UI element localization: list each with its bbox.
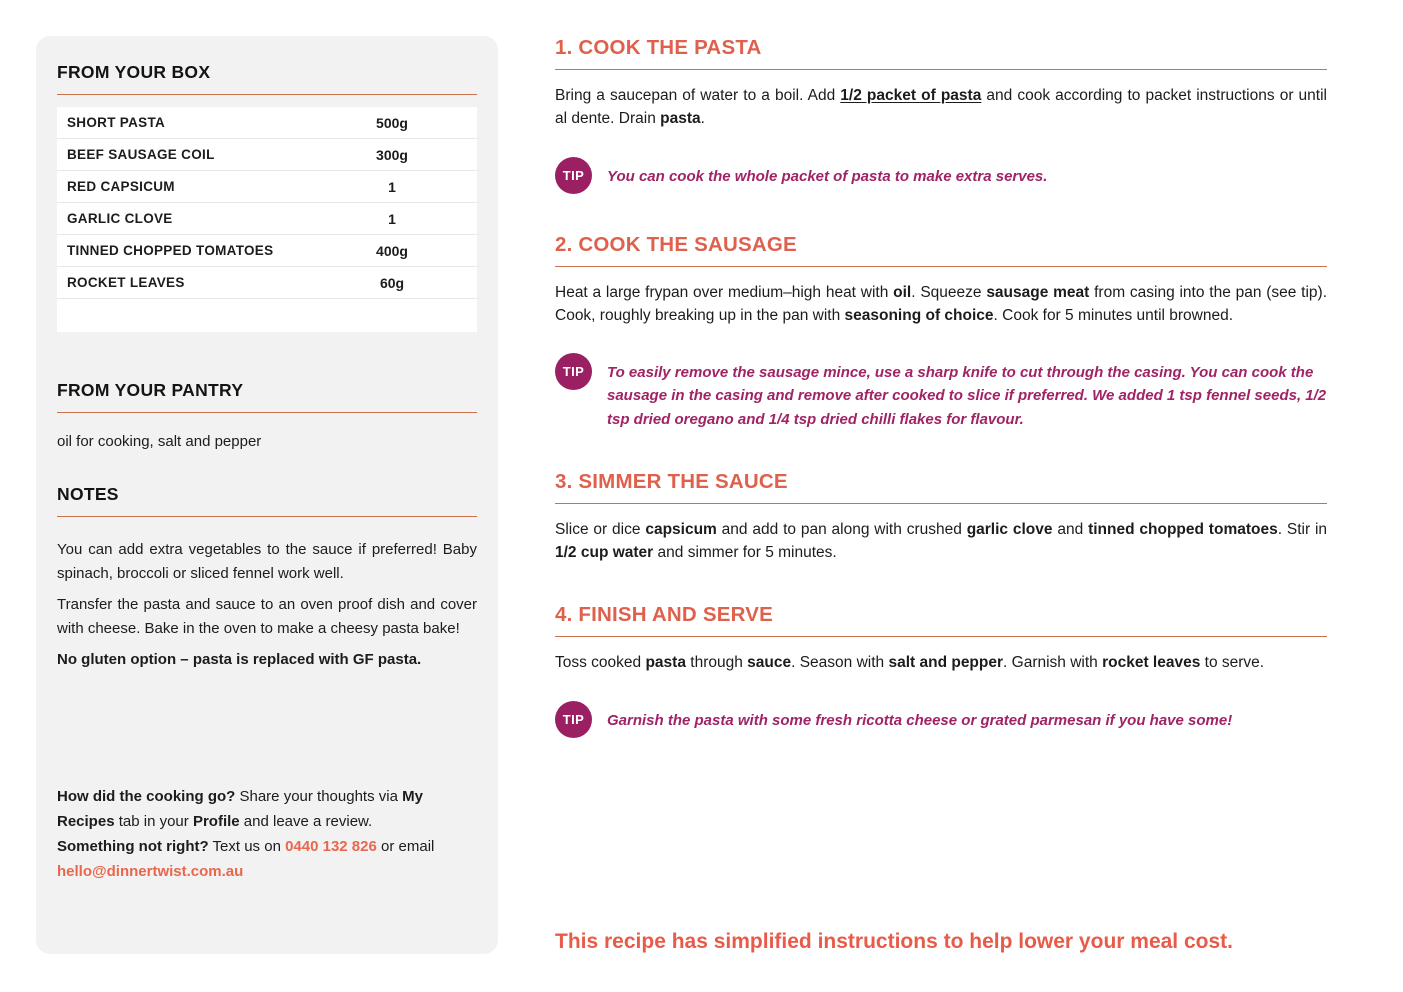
feedback-footer <box>57 784 477 884</box>
ingredient-qty: 500g <box>376 114 408 131</box>
tip-badge-icon: TIP <box>555 701 592 738</box>
step-1-body: Bring a saucepan of water to a boil. Add 1/2 packet of pasta and cook according to packet instructions or until al dente. Drain pasta. <box>555 87 1327 128</box>
notes-title-rule <box>57 516 477 517</box>
ingredient-name: SHORT PASTA <box>67 115 166 130</box>
ingredient-name: GARLIC CLOVE <box>67 211 173 226</box>
step-3-title: 3. SIMMER THE SAUCE <box>555 470 1327 504</box>
step-1-title: 1. COOK THE PASTA <box>555 36 1327 70</box>
step-2-body: Heat a large frypan over medium–high heat with oil. Squeeze sausage meat from casing into the pan (see tip). Cook, roughly breaking up in the pan with seasoning of choice. Cook for 5 minutes until browned. <box>555 283 1328 324</box>
pantry-section-title: FROM YOUR PANTRY <box>57 380 244 400</box>
table-row <box>57 139 477 171</box>
ingredient-qty: 300g <box>376 146 408 163</box>
feedback-line: How did the cooking go? Share your thoughts via My Recipes tab in your Profile and leave a review. <box>57 787 423 830</box>
contact-line[interactable]: Something not right? Text us on 0440 132 826 or email hello@dinnertwist.com.au <box>57 837 435 880</box>
cost-tagline: This recipe has simplified instructions to help lower your meal cost. <box>555 930 1233 953</box>
box-title-rule <box>57 94 477 95</box>
ingredient-qty: 60g <box>379 274 405 291</box>
ingredient-name: ROCKET LEAVES <box>67 275 185 290</box>
notes-paragraph: No gluten option – pasta is replaced with GF pasta. <box>57 651 422 668</box>
pantry-title-rule <box>57 412 477 413</box>
tip-badge-icon: TIP <box>555 353 592 390</box>
notes-section-title: NOTES <box>57 484 119 504</box>
table-row <box>57 107 477 139</box>
step-3-section <box>555 470 1327 565</box>
table-row <box>57 235 477 267</box>
sidebar-panel <box>36 36 498 954</box>
step-4-body: Toss cooked pasta through sauce. Season with salt and pepper. Garnish with rocket leaves to serve. <box>555 654 1265 672</box>
step-1-section <box>555 36 1327 194</box>
ingredient-qty: 1 <box>388 210 396 227</box>
notes-paragraph: You can add extra vegetables to the sauce if preferred! Baby spinach, broccoli or sliced fennel work well. <box>57 541 477 582</box>
step-2-tip <box>555 353 1327 431</box>
box-section-title: FROM YOUR BOX <box>57 62 211 82</box>
tip-badge-icon: TIP <box>555 157 592 194</box>
step-3-body: Slice or dice capsicum and add to pan along with crushed garlic clove and tinned chopped tomatoes. Stir in 1/2 cup water and simmer for 5 minutes. <box>555 520 1328 561</box>
instructions-column <box>555 36 1327 954</box>
tip-text: To easily remove the sausage mince, use a sharp knife to cut through the casing. You can cook the sausage in the casing and remove after cooked to slice if preferred. We added 1 tsp fennel seeds, 1/2 tsp dried oregano and 1/4 tsp dried chilli flakes for flavour. <box>607 364 1327 428</box>
table-row <box>57 171 477 203</box>
ingredients-table <box>57 107 477 332</box>
step-4-section <box>555 603 1327 737</box>
step-2-title: 2. COOK THE SAUSAGE <box>555 233 1327 267</box>
table-row <box>57 203 477 235</box>
notes-body <box>57 538 477 679</box>
ingredient-name: RED CAPSICUM <box>67 179 175 194</box>
step-2-section <box>555 233 1327 431</box>
pantry-text: oil for cooking, salt and pepper <box>57 433 262 450</box>
step-4-title: 4. FINISH AND SERVE <box>555 603 1327 637</box>
tip-text: Garnish the pasta with some fresh ricotta cheese or grated parmesan if you have some! <box>607 711 1233 729</box>
ingredient-name: TINNED CHOPPED TOMATOES <box>67 243 274 258</box>
ingredient-qty: 400g <box>376 242 408 259</box>
ingredient-qty: 1 <box>388 178 396 195</box>
notes-paragraph: Transfer the pasta and sauce to an oven proof dish and cover with cheese. Bake in the oven to make a cheesy pasta bake! <box>57 596 477 637</box>
table-row <box>57 267 477 299</box>
ingredient-name: BEEF SAUSAGE COIL <box>67 147 215 162</box>
step-1-tip <box>555 157 1327 194</box>
tip-text: You can cook the whole packet of pasta to make extra serves. <box>607 167 1048 185</box>
step-4-tip <box>555 701 1327 738</box>
table-empty-row <box>57 299 477 332</box>
